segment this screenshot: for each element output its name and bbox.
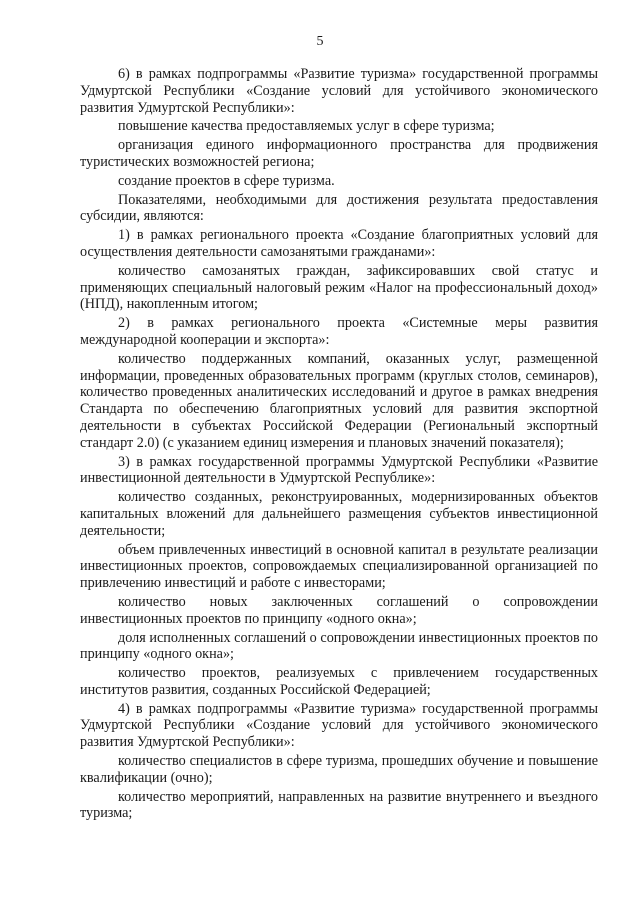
paragraph-tourism-specialists: количество специалистов в сфере туризма, прошедших обучение и повышение квалификации (очно); <box>80 753 598 786</box>
paragraph-investment-program: 3) в рамках государственной программы Удмуртской Республики «Развитие инвестиционной деятельности в Удмуртской Республике»: <box>80 453 598 487</box>
paragraph-regional-project-selfemployed: 1) в рамках регионального проекта «Создание благоприятных условий для осуществления деятельности самозанятыми гражданами»: <box>80 227 598 260</box>
paragraph-subprogram-tourism-2: 4) в рамках подпрограммы «Развитие туризма» государственной программы Удмуртской Республики «Создание условий для устойчивого экономического развития Удмуртской Республики»: <box>80 700 598 751</box>
paragraph-export-companies: количество поддержанных компаний, оказанных услуг, размещенной информации, проведенных образовательных программ (круглых столов, семинаров), количество проведенных аналитических исследований и другое в рамках внедрения Стандарта по обеспечению благоприятных условий для развития экспортной деятельности в субъектах Российской Федерации (Региональный экспортный стандарт 2.0) (с указанием единиц измерения и плановых значений показателя); <box>80 350 598 451</box>
paragraph-tourism-events: количество мероприятий, направленных на развитие внутреннего и въездного туризма; <box>80 788 598 822</box>
paragraph-selfemployed-count: количество самозанятых граждан, зафиксировавших свой статус и применяющих специальный налоговый режим «Налог на профессиональный доход» (НПД), накопленным итогом; <box>80 262 598 313</box>
paragraph-tourism-projects: создание проектов в сфере туризма. <box>118 172 335 189</box>
paragraph-executed-agreements: доля исполненных соглашений о сопровождении инвестиционных проектов по принципу «одного окна»; <box>80 629 598 663</box>
paragraph-new-agreements: количество новых заключенных соглашений о сопровождении инвестиционных проектов по принципу «одного окна»; <box>80 593 598 627</box>
page-number: 5 <box>316 34 324 49</box>
paragraph-investment-volume: объем привлеченных инвестиций в основной капитал в результате реализации инвестиционных проектов, сопровождаемых специализированной организацией по привлечению инвестиций и работе с инвесторами; <box>80 541 598 592</box>
paragraph-information-space: организация единого информационного пространства для продвижения туристических возможностей региона; <box>80 137 598 170</box>
paragraph-indicators-intro: Показателями, необходимыми для достижения результата предоставления субсидии, являются: <box>80 191 598 225</box>
paragraph-development-institutes: количество проектов, реализуемых с привлечением государственных институтов развития, созданных Российской Федерацией; <box>80 665 598 698</box>
document-body <box>80 66 598 824</box>
paragraph-subprogram-tourism: 6) в рамках подпрограммы «Развитие туризма» государственной программы Удмуртской Республики «Создание условий для устойчивого экономического развития Удмуртской Республики»: <box>80 66 598 116</box>
paragraph-regional-project-export: 2) в рамках регионального проекта «Системные меры развития международной кооперации и экспорта»: <box>80 315 598 348</box>
paragraph-service-quality: повышение качества предоставляемых услуг в сфере туризма; <box>118 118 495 135</box>
paragraph-capital-objects: количество созданных, реконструированных, модернизированных объектов капитальных вложений для дальнейшего размещения субъектов инвестиционной деятельности; <box>80 489 598 539</box>
